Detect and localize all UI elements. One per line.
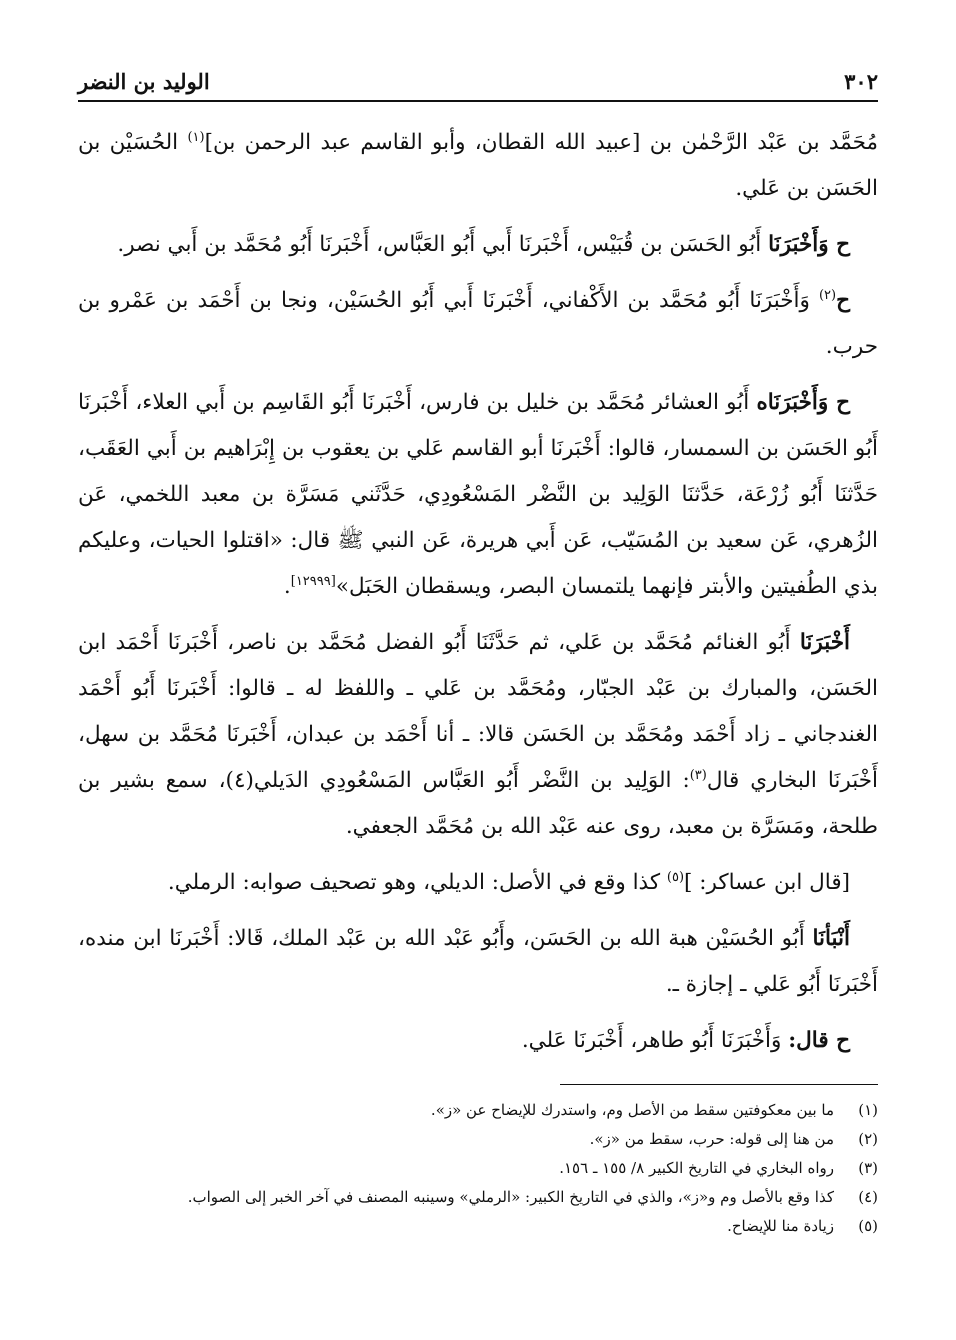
paragraph-text: : الوَلِيد بن النَّضْر أَبُو العَبَّاس المَسْعُودِي الدَيلي(٤)، سمع بشير بن طلحة، ومَسَرَّة بن معبد، روى عنه عَبْد الله بن مُحَمَّد الجعفي. [78, 768, 878, 839]
paragraph-text: مُحَمَّد بن عَبْد الرَّحْمٰن بن [عبيد الله القطان، وأبو القاسم عبد الرحمن بن] [204, 130, 878, 155]
paragraph-lead: ح وَأَخْبَرَنَا [768, 232, 850, 257]
page-header [78, 60, 878, 94]
paragraph [78, 916, 878, 1008]
paragraph-text: أَبُو الغنائم مُحَمَّد بن عَلي، ثم حَدَّثَنَا أَبُو الفضل مُحَمَّد بن ناصر، أَخْبَرنَا أَحْمَد ابن الحَسَن، والمبارك بن عَبْد الجبّار، ومُحَمَّد بن عَلي ـ واللفظ له ـ قالوا: أَخْبَرنَا أَبُو أَحْمَد الغندجاني ـ زاد أَحْمَد ومُحَمَّد بن الحَسَن قالا: ـ أنا أَحْمَد بن عبدان، أَخْبَرنَا مُحَمَّد بن سهل، أَخْبَرنَا البخاري قال [78, 630, 878, 793]
footnote-text: رواه البخاري في التاريخ الكبير ٨/ ١٥٥ ـ ١٥٦. [559, 1159, 834, 1177]
footnote-number: (٤) [858, 1188, 878, 1206]
footnote-ref: (٢) [818, 287, 837, 303]
paragraph-text: أَبُو الحُسَيْن هبة الله بن الحَسَن، وأَبُو عَبْد الله بن عَبْد الملك، قَالا: أَخْبَرنَا ابن منده، أَخْبَرنَا أَبُو عَلي ـ إجازة ـ. [78, 926, 878, 997]
paragraph-text: أَبُو العشائر مُحَمَّد بن خليل بن فارس، أَخْبَرنَا أَبُو القَاسِم بن أَبي العلاء، أَخْبَرنَا أَبُو الحَسَن بن السمسار، قالوا: أَخْبَرنَا أبو القاسم عَلي بن يعقوب بن إِبْرَاهيم بن أَبي العَقَب، حَدَّثنَا أَبُو زُرْعَة، حَدَّثنَا الوَلِيد بن النَّضْر المَسْعُودِي، حَدَّثَني مَسَرَّة بن معبد اللخمي، عَن الزُهري، عَن سعيد بن المُسَيّب، عَن أَبي هريرة، عَن النبي ﷺ قال: «اقتلوا الحيات، وعليكم بذي الطُفيتين والأبتر فإنهما يلتمسان البصر، ويسقطان الحَبَل» [78, 390, 878, 599]
paragraph-text: كذا وقع في الأصل: الديلي، وهو تصحيف صوابه: الرملي. [167, 870, 667, 895]
page-number: ٣٠٢ [844, 69, 878, 94]
paragraph [78, 1018, 878, 1064]
paragraph-lead: ح وَأَخْبَرَنَاه [756, 390, 850, 415]
paragraph-text: الحُسَيْن بن الحَسَن بن عَلي. [78, 130, 878, 201]
footnote [78, 1183, 878, 1212]
footnotes [78, 1096, 878, 1241]
footnote-number: (١) [858, 1101, 878, 1119]
paragraph-text: . [283, 574, 291, 599]
footnote-number: (٢) [858, 1130, 878, 1148]
footnote [78, 1154, 878, 1183]
paragraph [78, 278, 878, 370]
paragraph-lead: ح [836, 288, 850, 313]
footnote-text: كذا وقع بالأصل وم و«ز»، والذي في التاريخ الكبير: «الرملي» وسينبه المصنف في آخر الخبر إلى الصواب. [187, 1188, 834, 1206]
paragraph-lead: ح قال: [788, 1028, 850, 1053]
paragraph [78, 222, 878, 268]
paragraph [78, 120, 878, 212]
footnote [78, 1212, 878, 1241]
paragraph-text: أَبُو الحَسَن بن قُبَيْس، أَخْبَرنَا أَبي أَبُو العَبَّاس، أَخْبَرنَا أَبُو مُحَمَّد بن أَبي نصر. [117, 232, 769, 257]
footnote-number: (٥) [858, 1217, 878, 1235]
paragraph-lead: أَنْبَأنَا [812, 926, 850, 951]
footnote [78, 1125, 878, 1154]
footnote-ref: (٥) [666, 869, 685, 885]
footnote-text: من هنا إلى قوله: حرب، سقط من «ز». [589, 1130, 834, 1148]
paragraph [78, 380, 878, 610]
footnote-text: زيادة منا للإيضاح. [727, 1217, 834, 1235]
running-title: الوليد بن النضر [78, 69, 210, 94]
paragraph [78, 860, 878, 906]
footnote-number: (٣) [858, 1159, 878, 1177]
footnote-rule [560, 1084, 878, 1085]
hadith-number: [١٢٩٩٩] [290, 573, 336, 589]
footnote [78, 1096, 878, 1125]
footnote-ref: (٣) [689, 767, 707, 783]
main-text [78, 120, 878, 1074]
paragraph-text: وَأَخْبَرَنَا أَبُو مُحَمَّد بن الأَكْفاني، أَخْبَرنَا أَبي أَبُو الحُسَيْن، ونجا بن أَحْمَد بن عَمْرو بن حرب. [78, 288, 878, 359]
footnote-text: ما بين معكوفتين سقط من الأصل وم، واستدرك للإيضاح عن «ز». [430, 1101, 834, 1119]
paragraph-text: [قال ابن عساكر: ] [684, 870, 850, 895]
paragraph [78, 620, 878, 850]
footnote-ref: (١) [187, 129, 205, 145]
header-rule [78, 100, 878, 102]
paragraph-lead: أَخْبَرَنَا [799, 630, 850, 655]
paragraph-text: وَأَخْبَرَنَا أَبُو طاهر، أَخْبَرنَا عَلي. [521, 1028, 789, 1053]
